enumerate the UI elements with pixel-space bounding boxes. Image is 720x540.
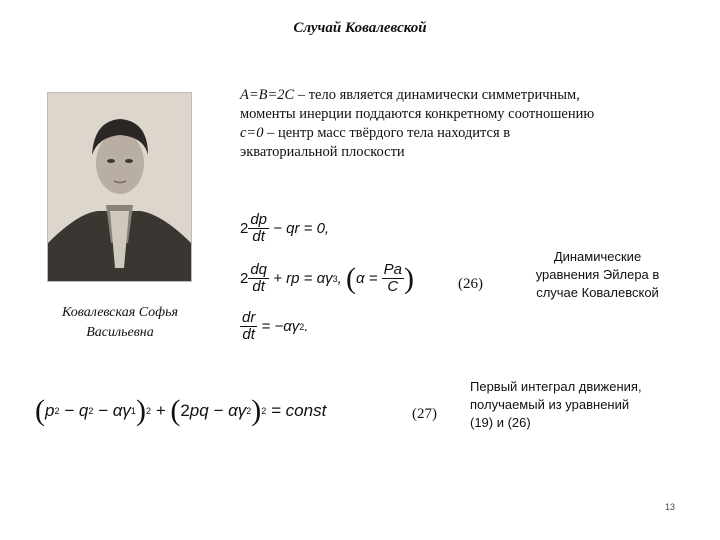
eq2-num: Pa (383, 261, 402, 278)
caption-line1: Ковалевская Софья (62, 305, 178, 320)
eq1-rest: − qr = 0, (273, 220, 330, 237)
euler-equation-1: 2 $\frac{dp}{dt}$ − qr = 0, (240, 211, 330, 245)
caption-line2: Васильевна (86, 325, 154, 340)
intro-var-c: c=0 (240, 125, 264, 141)
intro-line3: – центр масс твёрдого тела находится в (263, 125, 511, 141)
eq2-den: C (387, 278, 399, 295)
eq3-rest: = −αγ (261, 318, 300, 335)
first-integral-equation: ( p 2 − q 2 − αγ 1 ) 2 + ( 2 pq − αγ 2 ) 2 = const (35, 394, 327, 427)
portrait-caption (40, 303, 200, 343)
ann27-line3: (19) и (26) (470, 415, 531, 430)
equation-number-26: (26) (458, 276, 483, 292)
portrait-image (47, 92, 192, 282)
intro-line4: экваториальной плоскости (240, 144, 405, 160)
eq2-alpha: α = (355, 270, 378, 287)
intro-text (240, 86, 695, 162)
eq2-rest: + rp = αγ (273, 270, 333, 287)
intro-line1: – тело является динамически симметричным, (294, 87, 580, 103)
ann26-line2: уравнения Эйлера в (535, 267, 660, 282)
first-integral-annotation (470, 378, 690, 432)
euler-equation-3: $\frac{dr}{dt}$ = −αγ 2 . (242, 309, 309, 343)
ann27-line2: получаемый из уравнений (470, 397, 630, 412)
intro-var-abc: A=B=2C (240, 87, 295, 103)
intro-line2: моменты инерции поддаются конкретному соотношению (240, 106, 595, 122)
equation-number-27: (27) (412, 406, 437, 422)
euler-equation-2: 2 $\frac{dq}{dt}$ + rp = αγ 3 , ( α = $\frac{Pa}{C}$ ) (240, 261, 414, 295)
slide-title: Случай Ковалевской (293, 20, 427, 36)
page-number: 13 (664, 502, 675, 512)
euler-annotation (510, 248, 685, 302)
ann26-line1: Динамические (553, 249, 642, 264)
ann27-line1: Первый интеграл движения, (470, 379, 642, 394)
ann26-line3: случае Ковалевской (536, 285, 659, 300)
